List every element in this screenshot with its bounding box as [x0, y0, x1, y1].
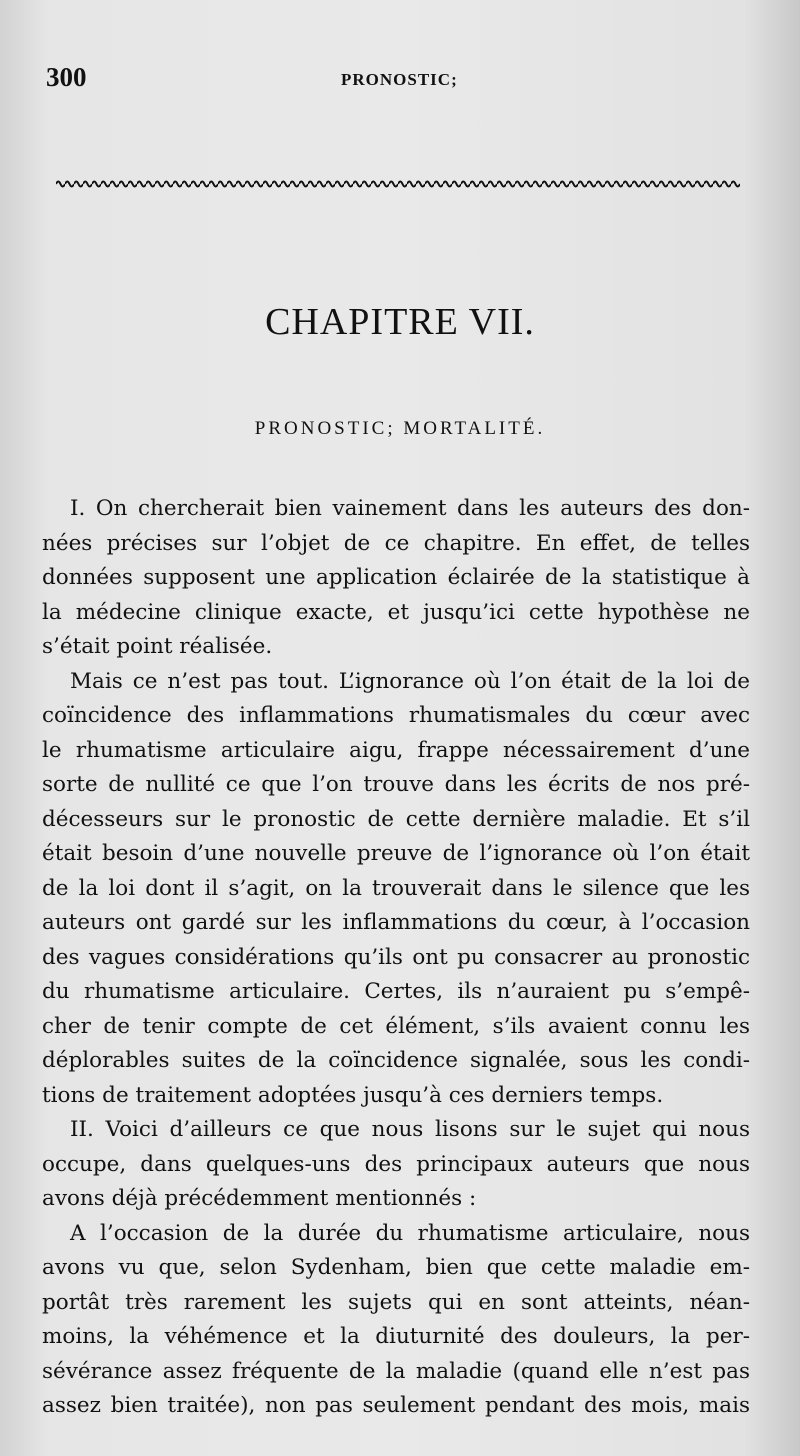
text-line: la médecine clinique exacte, et jusqu’ici cette hypothèse ne: [42, 599, 750, 625]
text-line: assez bien traitée), non pas seulement pendant des mois, mais: [42, 1393, 750, 1418]
text-line: Mais ce n’est pas tout. L’ignorance où l’on était de la loi de: [70, 668, 750, 694]
text-line: nées précises sur l’objet de ce chapitre. En effet, de telles: [42, 530, 750, 556]
text-line: sévérance assez fréquente de la maladie (quand elle n’est pas: [42, 1358, 750, 1384]
text-line: données supposent une application éclairée de la statistique à: [42, 565, 750, 590]
text-line: de la loi dont il s’agit, on la trouverait dans le silence que les: [42, 875, 750, 901]
text-line: s’était point réalisée.: [42, 634, 273, 659]
text-line: coïncidence des inflammations rhumatismales du cœur avec: [42, 703, 750, 728]
section-heading: PRONOSTIC; MORTALITÉ.: [254, 418, 546, 439]
text-line: sorte de nullité ce que l’on trouve dans les écrits de nos pré-: [42, 772, 750, 797]
text-line: A l’occasion de la durée du rhumatisme articulaire, nous: [70, 1220, 750, 1246]
running-head: [46, 62, 740, 92]
body-text: [42, 492, 750, 1424]
text-line: des vagues considérations qu’ils ont pu consacrer au pronostic: [42, 944, 750, 970]
text-line: portât très rarement les sujets qui en sont atteints, néan-: [42, 1289, 750, 1315]
text-line: moins, la véhémence et la diuturnité des douleurs, la per-: [42, 1324, 750, 1349]
text-line: était besoin d’une nouvelle preuve de l’ignorance où l’on était: [42, 841, 750, 866]
text-line: avons déjà précédemment mentionnés :: [42, 1186, 477, 1211]
text-line: avons vu que, selon Sydenham, bien que cette maladie em-: [42, 1255, 750, 1280]
text-line: le rhumatisme articulaire aigu, frappe nécessairement d’une: [42, 737, 750, 763]
text-line: cher de tenir compte de cet élément, s’ils avaient connu les: [42, 1013, 750, 1039]
chapter-heading: CHAPITRE VII.: [265, 301, 535, 343]
text-line: auteurs ont gardé sur les inflammations du cœur, à l’occasion: [42, 910, 750, 935]
text-line: du rhumatisme articulaire. Certes, ils n’auraient pu s’empê-: [42, 979, 750, 1004]
page-number: 300: [46, 62, 87, 92]
text-line: décesseurs sur le pronostic de cette dernière maladie. Et s’il: [42, 806, 750, 832]
text-line: déplorables suites de la coïncidence signalée, sous les condi-: [42, 1048, 750, 1073]
text-line: I. On chercherait bien vainement dans les auteurs des don-: [70, 496, 750, 521]
running-title: PRONOSTIC;: [341, 70, 458, 89]
ornamental-rule: [56, 178, 740, 190]
text-line: tions de traitement adoptées jusqu’à ces derniers temps.: [42, 1082, 664, 1108]
text-line: occupe, dans quelques-uns des principaux auteurs que nous: [42, 1151, 750, 1177]
text-line: II. Voici d’ailleurs ce que nous lisons sur le sujet qui nous: [70, 1117, 750, 1142]
